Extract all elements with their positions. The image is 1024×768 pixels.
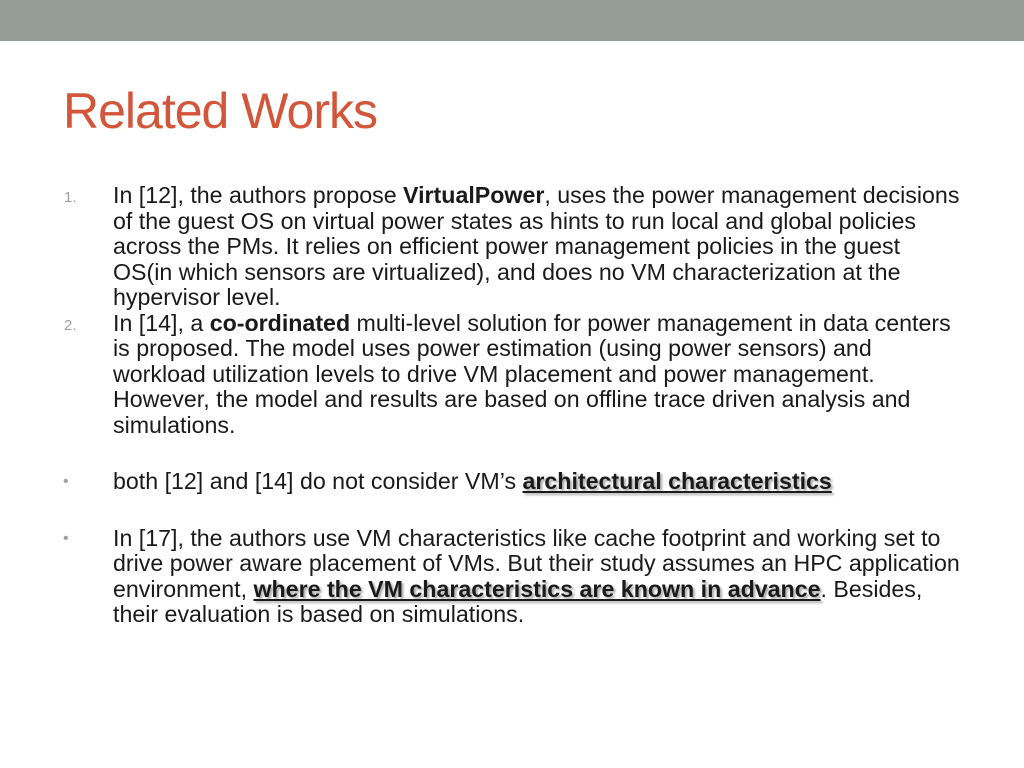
item-text: . Besides, their evaluation is based on simulations.	[113, 575, 923, 627]
item-text: both [12] and [14] do not consider VM’s	[113, 468, 523, 494]
item-text: multi-level solution for power management in data centers is proposed. The model uses power estimation (using power sensors) and workload utilization levels to drive VM placement and power management. However, the model and results are based on offline trace driven analysis and simulations.	[113, 309, 951, 438]
list-number: 1.	[64, 189, 77, 206]
bullet-marker: •	[63, 473, 69, 490]
bullet-item-1	[62, 469, 962, 495]
list-number: 2.	[64, 316, 77, 334]
list-item-2	[62, 311, 962, 439]
bullet-item-2	[62, 526, 962, 628]
item-text: In [14], a	[113, 309, 210, 336]
item-text: In [12], the authors propose	[113, 182, 404, 208]
item-text: In [17], the authors use VM characteristics like cache footprint and working set to drive power aware placement of VMs. But their study assumes an HPC application environment,	[113, 524, 960, 602]
bold-term: VirtualPower	[403, 182, 545, 208]
emphasized-phrase: where the VM characteristics are known in advance	[253, 575, 821, 602]
list-item-1	[62, 183, 962, 311]
emphasized-phrase: architectural characteristics	[522, 468, 832, 494]
slide-title: Related Works	[63, 83, 377, 139]
top-bar	[0, 0, 1024, 41]
slide-content	[62, 183, 962, 628]
item-text: , uses the power management decisions of the guest OS on virtual power states as hints to run local and global policies across the PMs. It relies on efficient power management policies in the guest OS(in which sensors are virtualized), and does no VM characterization at the hypervisor level.	[113, 182, 960, 310]
bullet-marker: •	[63, 529, 69, 547]
bold-term: co-ordinated	[209, 309, 351, 336]
